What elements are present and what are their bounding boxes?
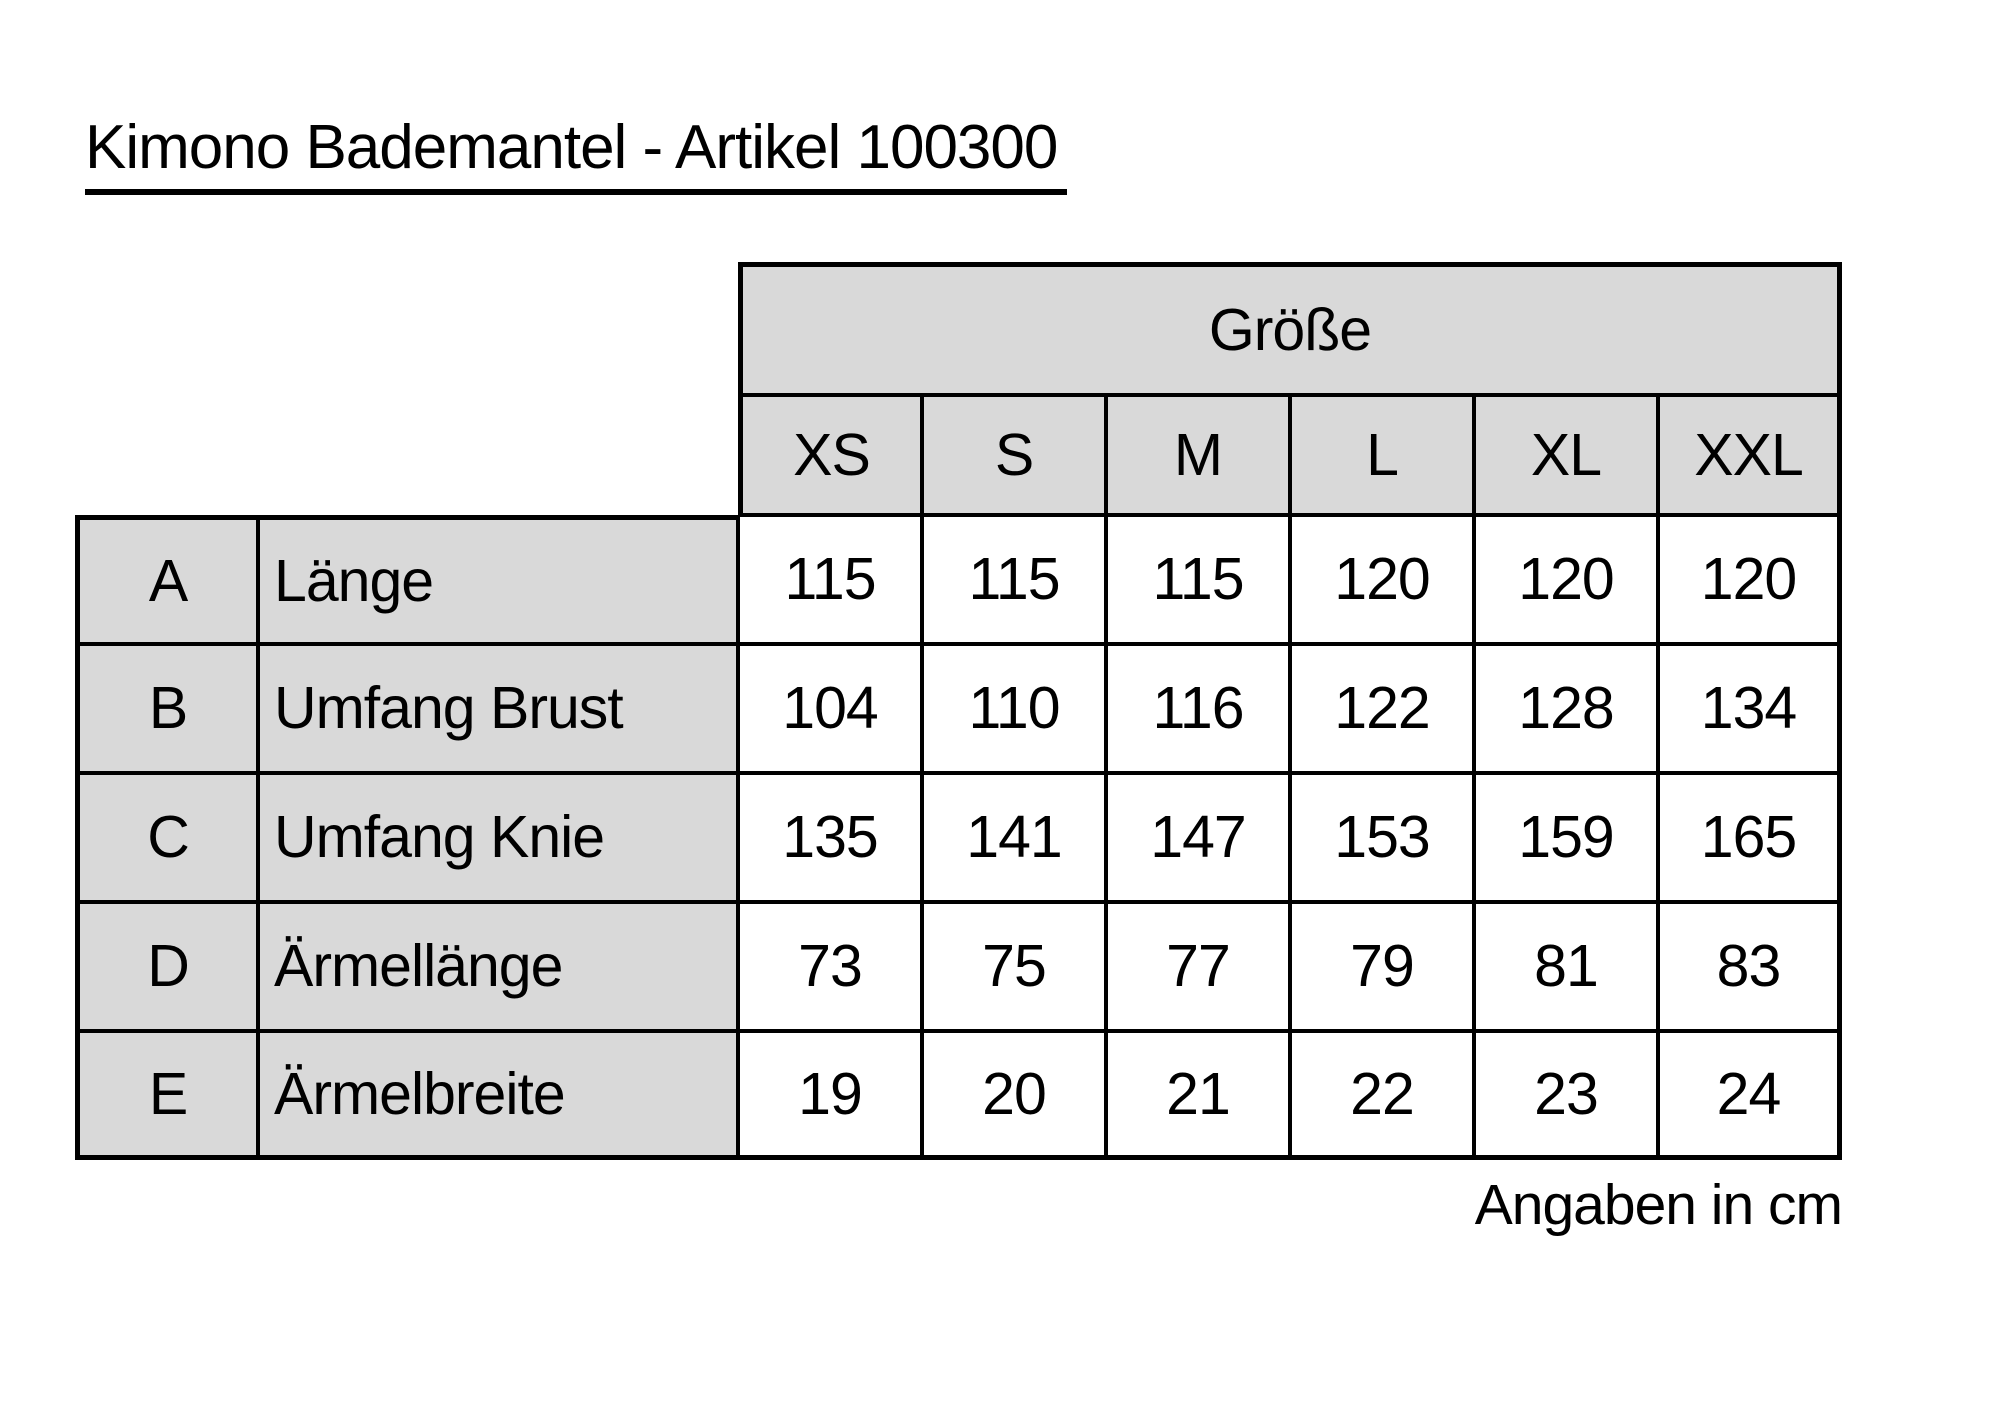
value-cell-d-xxl: 83 bbox=[1658, 902, 1842, 1031]
value-cell-e-m: 21 bbox=[1106, 1031, 1290, 1160]
row-letter-b: B bbox=[75, 644, 258, 773]
value-cell-c-l: 153 bbox=[1290, 773, 1474, 902]
value-cell-e-s: 20 bbox=[922, 1031, 1106, 1160]
value-cell-a-xs: 115 bbox=[738, 515, 922, 644]
row-letter-a: A bbox=[75, 515, 258, 644]
row-label-aermelbreite: Ärmelbreite bbox=[258, 1031, 738, 1160]
value-cell-a-m: 115 bbox=[1106, 515, 1290, 644]
value-cell-e-xs: 19 bbox=[738, 1031, 922, 1160]
row-letter-e: E bbox=[75, 1031, 258, 1160]
value-cell-a-xl: 120 bbox=[1474, 515, 1658, 644]
value-cell-b-xxl: 134 bbox=[1658, 644, 1842, 773]
value-cell-d-s: 75 bbox=[922, 902, 1106, 1031]
size-col-header-l: L bbox=[1290, 395, 1474, 515]
value-cell-c-xxl: 165 bbox=[1658, 773, 1842, 902]
value-cell-e-xxl: 24 bbox=[1658, 1031, 1842, 1160]
row-letter-d: D bbox=[75, 902, 258, 1031]
units-note: Angaben in cm bbox=[1474, 1173, 1842, 1237]
row-letter-c: C bbox=[75, 773, 258, 902]
size-group-header: Größe bbox=[738, 262, 1842, 395]
value-cell-d-xl: 81 bbox=[1474, 902, 1658, 1031]
size-col-header-xxl: XXL bbox=[1658, 395, 1842, 515]
value-cell-d-m: 77 bbox=[1106, 902, 1290, 1031]
value-cell-c-s: 141 bbox=[922, 773, 1106, 902]
value-cell-e-xl: 23 bbox=[1474, 1031, 1658, 1160]
value-cell-b-s: 110 bbox=[922, 644, 1106, 773]
value-cell-c-xl: 159 bbox=[1474, 773, 1658, 902]
value-cell-b-xl: 128 bbox=[1474, 644, 1658, 773]
size-col-header-xl: XL bbox=[1474, 395, 1658, 515]
value-cell-b-m: 116 bbox=[1106, 644, 1290, 773]
size-table bbox=[75, 262, 1842, 1160]
row-label-aermellaenge: Ärmellänge bbox=[258, 902, 738, 1031]
size-col-header-m: M bbox=[1106, 395, 1290, 515]
value-cell-d-l: 79 bbox=[1290, 902, 1474, 1031]
value-cell-a-l: 120 bbox=[1290, 515, 1474, 644]
value-cell-c-xs: 135 bbox=[738, 773, 922, 902]
row-label-umfang-knie: Umfang Knie bbox=[258, 773, 738, 902]
value-cell-a-xxl: 120 bbox=[1658, 515, 1842, 644]
row-label-laenge: Länge bbox=[258, 515, 738, 644]
value-cell-a-s: 115 bbox=[922, 515, 1106, 644]
size-col-header-xs: XS bbox=[738, 395, 922, 515]
value-cell-e-l: 22 bbox=[1290, 1031, 1474, 1160]
page-title: Kimono Bademantel - Artikel 100300 bbox=[85, 112, 1067, 195]
size-col-header-s: S bbox=[922, 395, 1106, 515]
value-cell-b-xs: 104 bbox=[738, 644, 922, 773]
value-cell-c-m: 147 bbox=[1106, 773, 1290, 902]
value-cell-d-xs: 73 bbox=[738, 902, 922, 1031]
row-label-umfang-brust: Umfang Brust bbox=[258, 644, 738, 773]
value-cell-b-l: 122 bbox=[1290, 644, 1474, 773]
